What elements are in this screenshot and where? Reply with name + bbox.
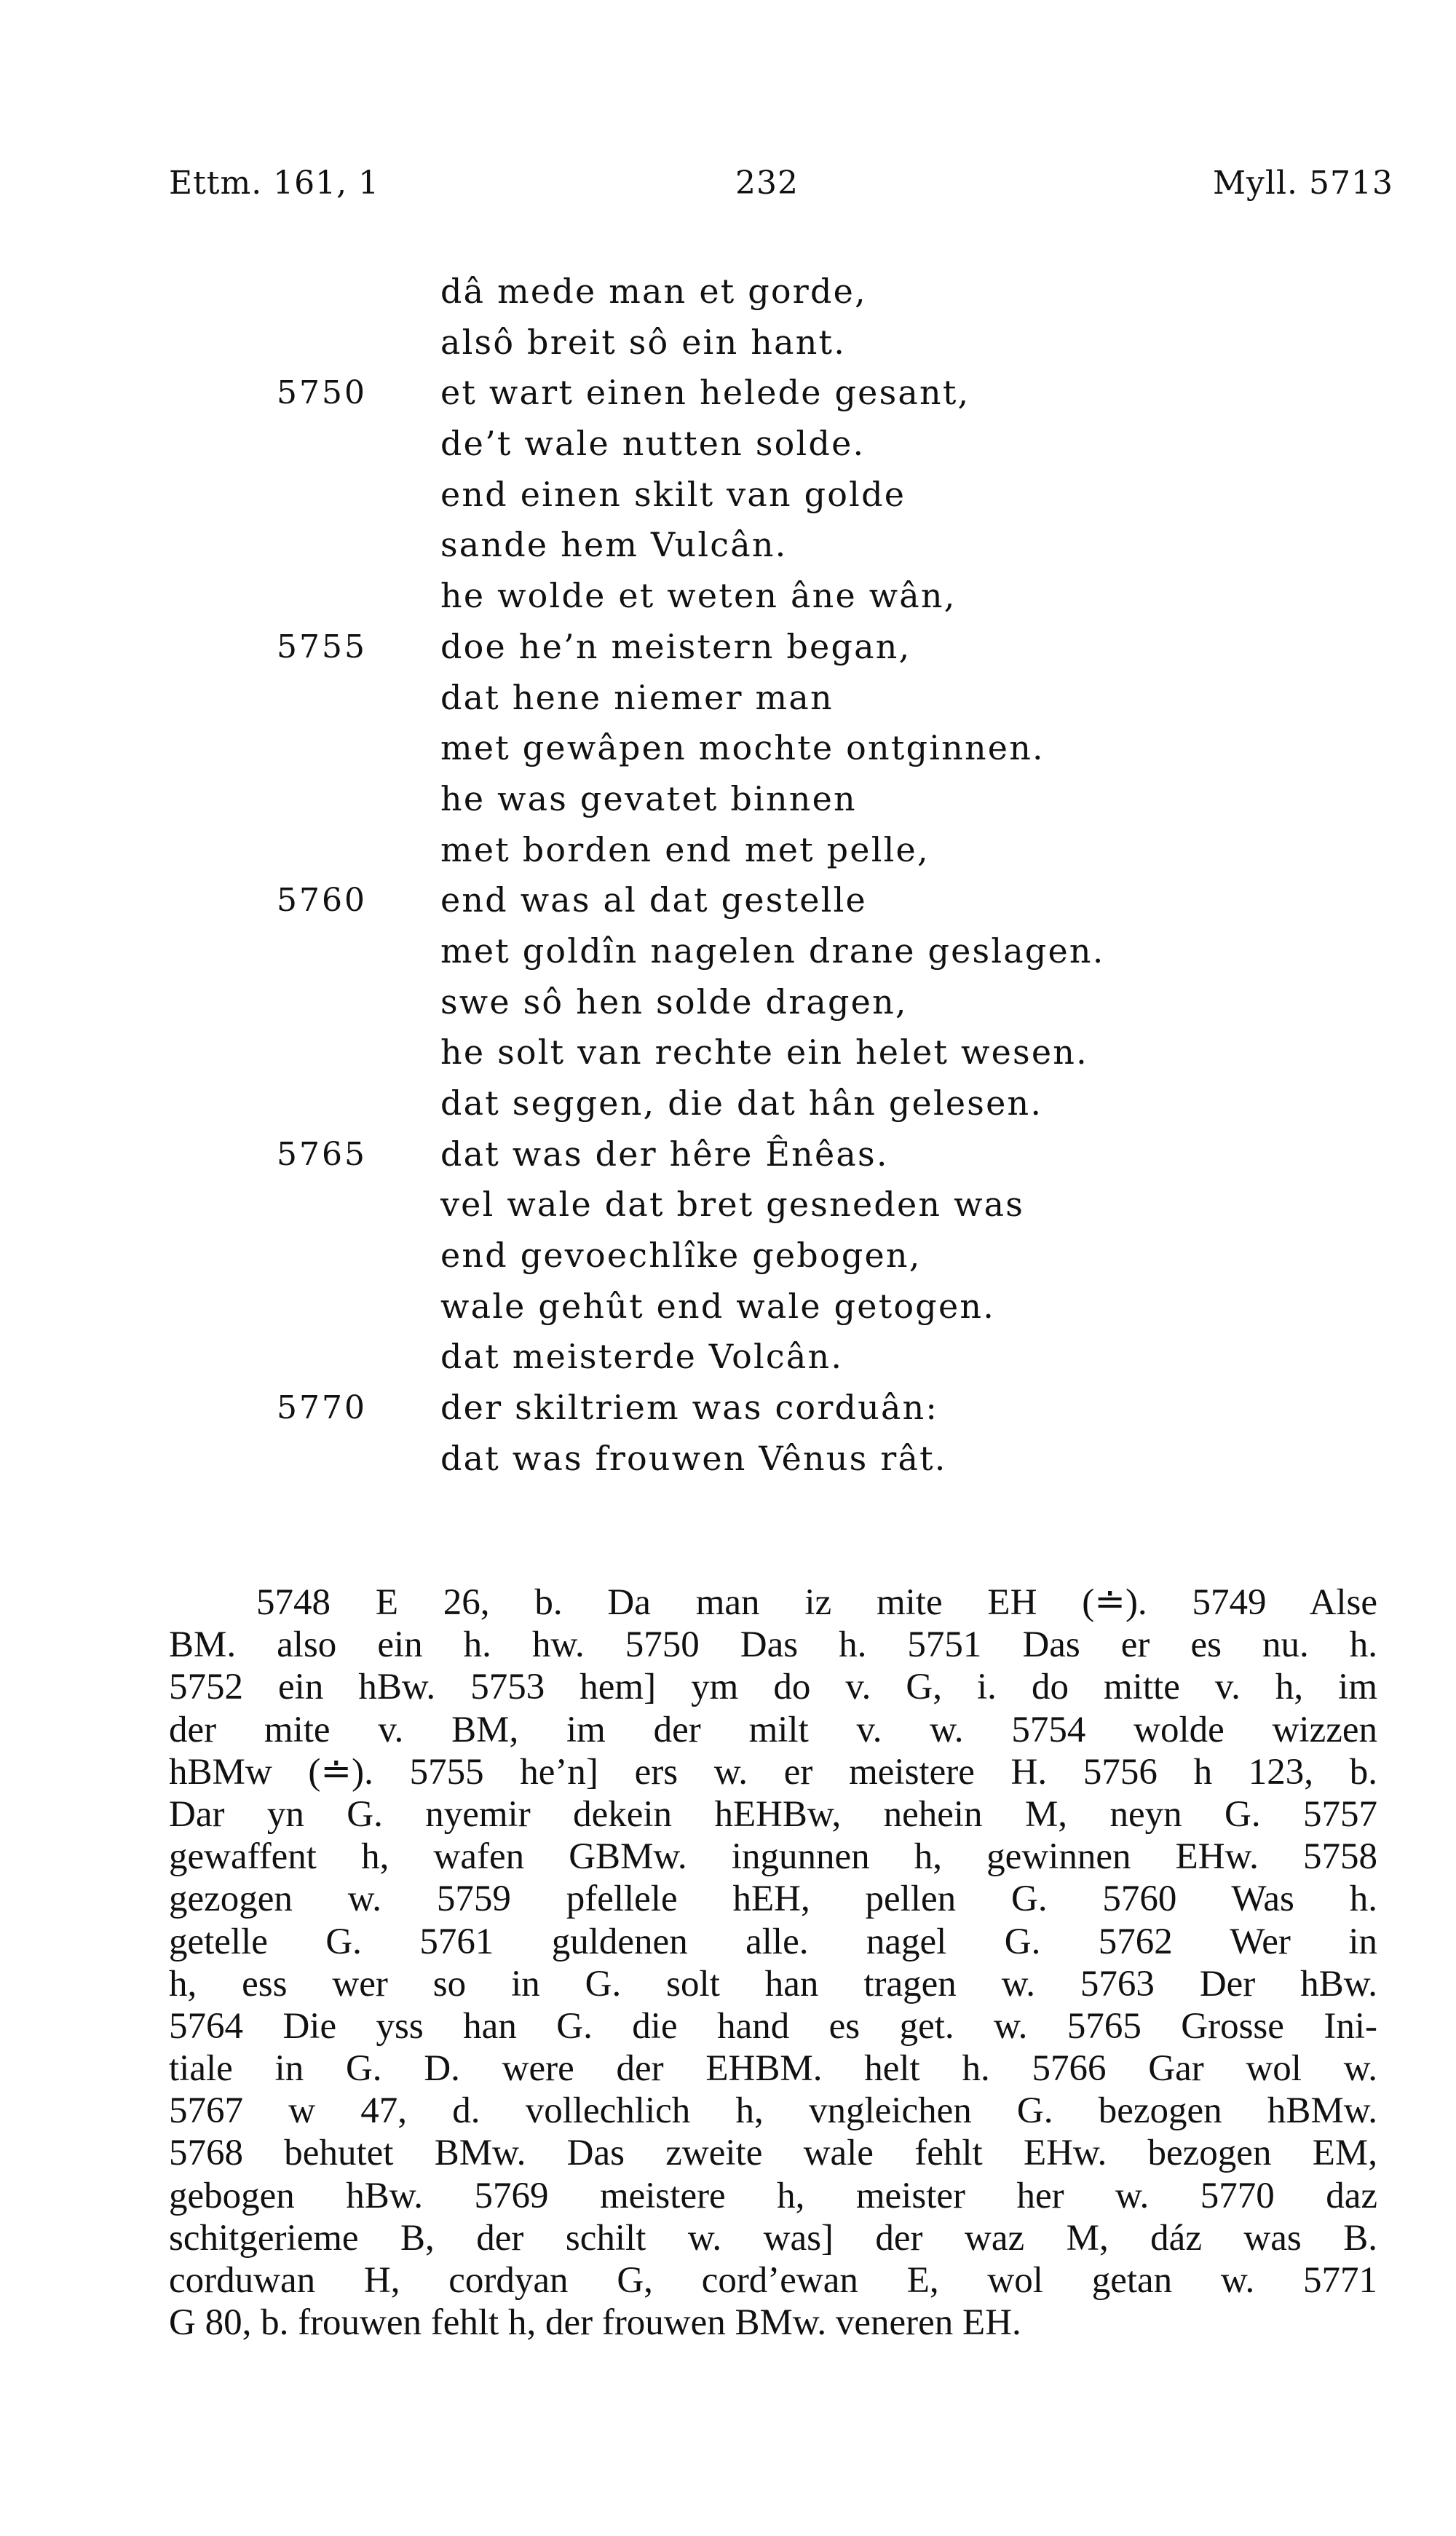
verse-line-text: dat meisterde Volcân. xyxy=(440,1337,844,1377)
verse-line xyxy=(277,977,1383,1028)
verse-line xyxy=(277,1281,1383,1332)
verse-text xyxy=(277,266,1383,1485)
verse-line-text: met goldîn nagelen drane geslagen. xyxy=(440,931,1105,971)
verse-line-text: met gewâpen mochte ontginnen. xyxy=(440,728,1045,768)
apparatus-line: gewaffent h, wafen GBMw. ingunnen h, gewinnen EHw. 5758 xyxy=(169,1836,1377,1878)
verse-line-text: end was al dat gestelle xyxy=(440,880,867,920)
verse-line xyxy=(277,1129,1383,1180)
apparatus-line: der mite v. BM, im der milt v. w. 5754 wolde wizzen xyxy=(169,1709,1377,1750)
verse-line-text: dat hene niemer man xyxy=(440,677,834,717)
verse-line-text: he was gevatet binnen xyxy=(440,778,857,818)
page-number: 232 xyxy=(735,165,799,202)
verse-line-text: sande hem Vulcân. xyxy=(440,525,788,565)
verse-line xyxy=(277,317,1383,368)
verse-line xyxy=(277,470,1383,521)
apparatus-line: gebogen hBw. 5769 meistere h, meister her w. 5770 daz xyxy=(169,2175,1377,2216)
verse-line xyxy=(277,1180,1383,1231)
line-number: 5760 xyxy=(277,882,367,920)
running-header-left: Ettm. 161, 1 xyxy=(169,165,380,202)
verse-line-text: end einen skilt van golde xyxy=(440,474,906,514)
line-number: 5750 xyxy=(277,374,367,412)
verse-line xyxy=(277,1434,1383,1485)
verse-line xyxy=(277,520,1383,571)
verse-line-text: he solt van rechte ein helet wesen. xyxy=(440,1032,1088,1073)
verse-line-text: dâ mede man et gorde, xyxy=(440,272,867,311)
verse-line-text: et wart einen helede gesant, xyxy=(440,373,970,413)
verse-line-text: dat was frouwen Vênus rât. xyxy=(440,1438,947,1478)
verse-line-text: de’t wale nutten solde. xyxy=(440,424,866,464)
verse-line xyxy=(277,774,1383,825)
verse-line xyxy=(277,1332,1383,1383)
apparatus-line: G 80, b. frouwen fehlt h, der frouwen BMw. veneren EH. xyxy=(169,2302,1021,2344)
verse-line xyxy=(277,673,1383,724)
verse-line-text: end gevoechlîke gebogen, xyxy=(440,1236,922,1276)
verse-line xyxy=(277,368,1383,419)
verse-line-text: he wolde et weten âne wân, xyxy=(440,576,957,616)
apparatus-line: 5764 Die yss han G. die hand es get. w. 5765 Grosse Ini- xyxy=(169,2005,1377,2047)
apparatus-line: schitgerieme B, der schilt w. was] der waz M, dáz was B. xyxy=(169,2217,1377,2259)
verse-line-text: wale gehût end wale getogen. xyxy=(440,1286,996,1326)
verse-line xyxy=(277,419,1383,470)
verse-line xyxy=(277,1231,1383,1281)
verse-line xyxy=(277,723,1383,774)
critical-apparatus xyxy=(169,1581,1377,2344)
verse-line xyxy=(277,266,1383,317)
apparatus-line: corduwan H, cordyan G, cord’ewan E, wol getan w. 5771 xyxy=(169,2260,1377,2301)
verse-line xyxy=(277,622,1383,673)
apparatus-line: 5767 w 47, d. vollechlich h, vngleichen G. bezogen hBMw. xyxy=(169,2090,1377,2132)
line-number: 5770 xyxy=(277,1389,367,1427)
apparatus-line: hBMw (≐). 5755 he’n] ers w. er meistere H. 5756 h 123, b. xyxy=(169,1751,1377,1793)
apparatus-line: 5748 E 26, b. Da man iz mite EH (≐). 5749 Alse xyxy=(256,1582,1377,1623)
verse-line-text: met borden end met pelle, xyxy=(440,829,930,869)
apparatus-line: 5752 ein hBw. 5753 hem] ym do v. G, i. do mitte v. h, im xyxy=(169,1667,1377,1708)
verse-line xyxy=(277,1027,1383,1078)
verse-line-text: swe sô hen solde dragen, xyxy=(440,981,908,1022)
verse-line xyxy=(277,1078,1383,1129)
verse-line xyxy=(277,875,1383,926)
verse-line xyxy=(277,1383,1383,1434)
verse-line-text: dat seggen, die dat hân gelesen. xyxy=(440,1083,1043,1123)
apparatus-line: getelle G. 5761 guldenen alle. nagel G. 5762 Wer in xyxy=(169,1921,1377,1962)
verse-line-text: der skiltriem was corduân: xyxy=(440,1388,939,1428)
verse-line-text: vel wale dat bret gesneden was xyxy=(440,1185,1025,1225)
apparatus-line: 5768 behutet BMw. Das zweite wale fehlt EHw. bezogen EM, xyxy=(169,2133,1377,2174)
apparatus-line: gezogen w. 5759 pfellele hEH, pellen G. 5760 Was h. xyxy=(169,1879,1377,1920)
verse-line xyxy=(277,571,1383,622)
apparatus-line: BM. also ein h. hw. 5750 Das h. 5751 Das er es nu. h. xyxy=(169,1624,1377,1666)
verse-line xyxy=(277,825,1383,876)
verse-line xyxy=(277,926,1383,977)
line-number: 5765 xyxy=(277,1135,367,1173)
verse-line-text: doe he’n meistern began, xyxy=(440,626,911,666)
line-number: 5755 xyxy=(277,628,367,665)
apparatus-line: h, ess wer so in G. solt han tragen w. 5763 Der hBw. xyxy=(169,1963,1377,2004)
apparatus-line: Dar yn G. nyemir dekein hEHBw, nehein M, neyn G. 5757 xyxy=(169,1793,1377,1835)
verse-line-text: dat was der hêre Ênêas. xyxy=(440,1134,889,1174)
verse-line-text: alsô breit sô ein hant. xyxy=(440,322,847,362)
running-header-right: Myll. 5713 xyxy=(1212,165,1393,202)
apparatus-line: tiale in G. D. were der EHBM. helt h. 5766 Gar wol w. xyxy=(169,2048,1377,2090)
